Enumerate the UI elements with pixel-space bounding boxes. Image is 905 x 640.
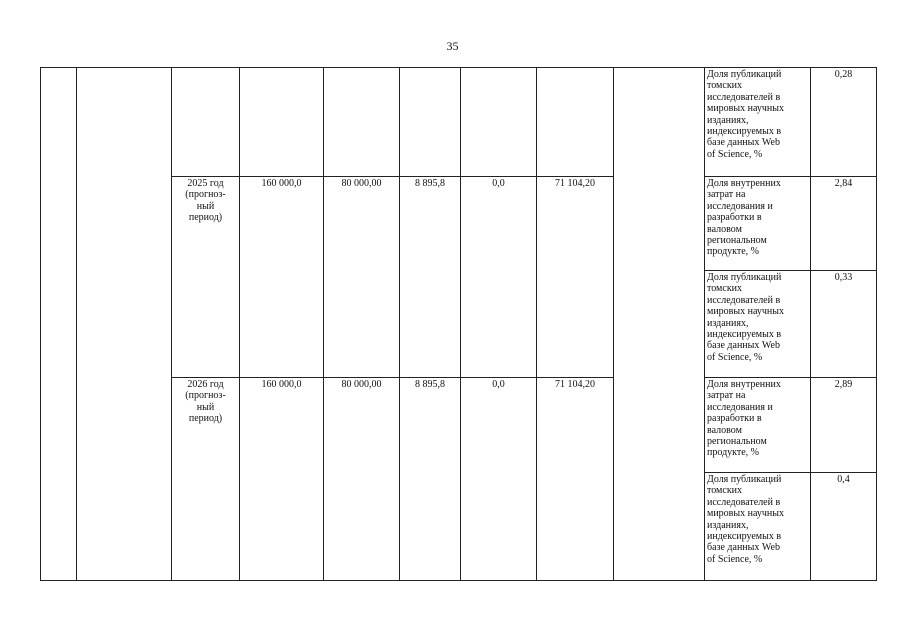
year-cell	[172, 68, 240, 177]
amount-cell: 8 895,8	[400, 177, 461, 378]
program-funding-table	[40, 67, 877, 581]
amount-cell: 80 000,00	[324, 177, 400, 378]
indicator-name-cell: Доля публикаций томских исследователей в мировых научных изданиях, индексируемых в базе данных Web of Science, %	[705, 68, 811, 177]
amount-cell: 0,0	[461, 378, 537, 581]
amount-cell	[461, 68, 537, 177]
indicator-name-cell: Доля публикаций томских исследователей в мировых научных изданиях, индексируемых в базе данных Web of Science, %	[705, 473, 811, 581]
indicator-value-cell: 0,4	[811, 473, 877, 581]
indicator-value-cell: 2,89	[811, 378, 877, 473]
indicator-name-cell: Доля внутренних затрат на исследования и разработки в валовом региональном продукте, %	[705, 378, 811, 473]
amount-cell: 71 104,20	[537, 378, 614, 581]
task-column-cell	[77, 68, 172, 581]
year-cell: 2026 год (прогноз- ный период)	[172, 378, 240, 581]
indicator-value-cell: 2,84	[811, 177, 877, 271]
amount-cell	[537, 68, 614, 177]
amount-cell: 80 000,00	[324, 378, 400, 581]
amount-cell: 71 104,20	[537, 177, 614, 378]
amount-cell	[400, 68, 461, 177]
page-number: 35	[446, 39, 459, 53]
amount-cell: 8 895,8	[400, 378, 461, 581]
indicator-name-cell: Доля публикаций томских исследователей в мировых научных изданиях, индексируемых в базе данных Web of Science, %	[705, 271, 811, 378]
executor-column-cell	[614, 68, 705, 581]
total-cell	[240, 68, 324, 177]
total-cell: 160 000,0	[240, 177, 324, 378]
amount-cell	[324, 68, 400, 177]
table-row	[41, 68, 877, 177]
indicator-name-cell: Доля внутренних затрат на исследования и разработки в валовом региональном продукте, %	[705, 177, 811, 271]
amount-cell: 0,0	[461, 177, 537, 378]
total-cell: 160 000,0	[240, 378, 324, 581]
indicator-value-cell: 0,33	[811, 271, 877, 378]
indicator-value-cell: 0,28	[811, 68, 877, 177]
number-column-cell	[41, 68, 77, 581]
year-cell: 2025 год (прогноз- ный период)	[172, 177, 240, 378]
